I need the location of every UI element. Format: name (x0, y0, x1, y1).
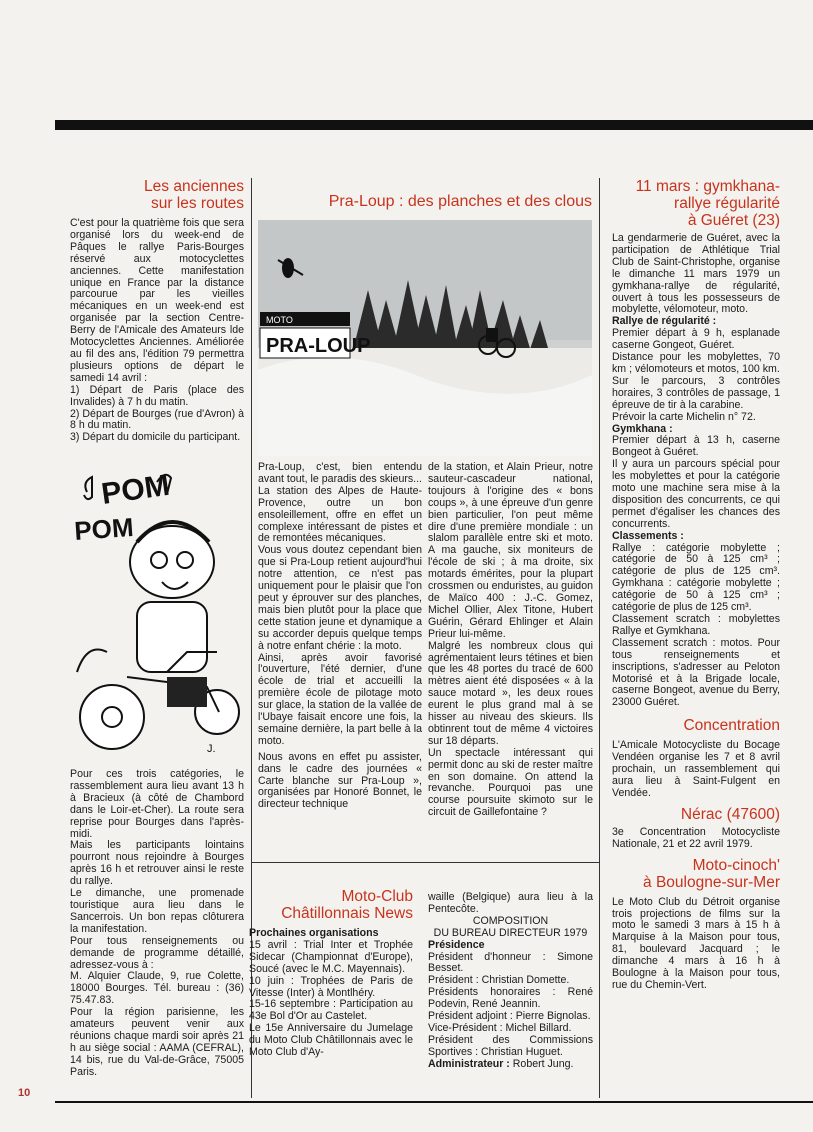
paragraph: Malgré les nombreux clous qui agrémentaient leurs tétines et bien que les 48 portes du tracé de 600 mètres aient été disposées « à la sauce motard », les deux roues eurent le plus grand mal à se hisser au niveau des skieurs. Ils obtinrent tout de même 4 victoires sur 18 départs. (428, 639, 593, 747)
title-line: Châtillonnais News (281, 905, 413, 922)
cartoon-sound-text: POM (73, 511, 135, 546)
column-divider (599, 178, 600, 1098)
paragraph: C'est pour la quatrième fois que sera organisé lors du week-end de Pâques le rallye Paris-Bourges réservé aux motocyclettes anciennes. Cette manifestation unique en France par la distance parcourue par les vieilles mécaniques en un week-end est organisée par la section Centre-Berry de l'Amicale des Amateurs lde Motocyclettes Anciennes. Améliorée au fil des ans, l'édition 79 permettra plusieurs options de départ le samedi 14 avril : (70, 217, 244, 384)
paragraph: Mais les participants lointains pourront nous rejoindre à Bourges après 16 h et retrouver ainsi le reste du rallye. (70, 839, 244, 888)
cartoon-sound-text: POM (99, 468, 172, 511)
paragraph: Président : Christian Domette. (428, 974, 570, 987)
paragraph: Premier départ à 13 h, caserne Bongeot à Guéret. (612, 434, 780, 459)
subheading: Gymkhana : (612, 422, 673, 435)
paragraph: L'Amicale Motocycliste du Bocage Vendéen organise les 7 et 8 avril prochain, un rassemblement qui aura lieu à Saint-Fulgent en Vendée. (612, 739, 780, 799)
title-line: Moto-Club (341, 888, 413, 905)
paragraph: Pra-Loup, c'est, bien entendu avant tout, le paradis des skieurs... La station des Alpes de Haute-Provence, outre un bon ensoleillement, offre en effet un complexe intéressant de pistes et de remontées mécaniques. (258, 461, 422, 545)
paragraph: Vice-Président : Michel Billard. (428, 1021, 572, 1034)
page-number: 10 (18, 1087, 31, 1099)
paragraph: 15-16 septembre : Participation au 43e Bol d'Or au Castelet. (249, 998, 413, 1023)
paragraph: 1) Départ de Paris (place des Invalides) à 7 h du matin. (70, 383, 244, 408)
subheading: Classements : (612, 529, 684, 542)
title-line: Les anciennes (144, 178, 244, 195)
praloup-column-a (258, 462, 422, 811)
paragraph: Un spectacle intéressant qui permit donc au ski de rester maître en son domaine. On attend la revanche. Pourquoi pas une course poursuite skimoto sur le circuit de Gaillefontaine ? (428, 746, 593, 819)
title-line: rallye régularité (674, 195, 780, 212)
paragraph (428, 1059, 593, 1071)
article-gueret (612, 178, 780, 992)
subheading: Rallye de régularité : (612, 315, 717, 328)
article-anciennes (70, 178, 244, 444)
article-title (249, 888, 413, 922)
paragraph: Prévoir la carte Michelin n° 72. (612, 410, 756, 423)
banner-small-text: MOTO (266, 315, 293, 325)
cartoon-signature: J. (207, 743, 216, 755)
title-line: à Boulogne-sur-Mer (643, 873, 780, 891)
paragraph: Nous avons en effet pu assister, dans le cadre des journées « Carte blanche sur Pra-Loup », organisées par Honoré Bonnet, le directeur technique (258, 750, 422, 811)
paragraph: 3) Départ du domicile du participant. (70, 431, 241, 444)
paragraph: 15 avril : Trial Inter et Trophée Sidecar (Championnat d'Europe), Soucé (avec le M.C. Mayennais). (249, 938, 413, 975)
paragraph: Le 15e Anniversaire du Jumelage du Moto Club Châtillonnais avec le Moto Club d'Ay- (249, 1022, 413, 1059)
section-heading: DU BUREAU DIRECTEUR 1979 (433, 926, 588, 939)
paragraph: Distance pour les mobylettes, 70 km ; vélomoteurs et motos, 100 km. (612, 351, 780, 375)
paragraph: Rallye : catégorie mobylette ; catégorie de 50 à 125 cm³ ; catégorie de plus de 125 cm³. Gymkhana : catégorie mobylette ; catégorie de 50 à 125 cm³ ; catégorie de plus de 125 cm³. (612, 541, 780, 614)
paragraph: Président d'honneur : Simone Besset. (428, 950, 593, 975)
cartoon-illustration (67, 462, 244, 762)
paragraph: Sur le parcours, 3 contrôles horaires, 3 contrôles de passage, 1 épreuve de tir à la carabine. (612, 374, 780, 411)
article-title: Concentration (683, 717, 780, 735)
photo-image (258, 220, 592, 456)
paragraph: 2) Départ de Bourges (rue d'Avron) à 8 h du matin. (70, 407, 244, 432)
paragraph: 10 juin : Trophées de Paris de Vitesse (Inter) à Montlhéry. (249, 974, 413, 999)
paragraph: Président adjoint : Pierre Bignolas. (428, 1010, 591, 1023)
title-line: 11 mars : gymkhana- (635, 178, 780, 195)
title-line: sur les routes (150, 195, 244, 212)
paragraph: Classement scratch : motos. Pour tous renseignements et inscriptions, s'adresser au Peloton Motorisé et à la Brigade locale, caserne Bongeot, avenue du Berry, 23000 Guéret. (612, 636, 780, 709)
paragraph: Pour ces trois catégories, le rassemblement aura lieu avant 13 h à Bracieux (à côté de Chambord dans le Loir-et-Cher). La route sera reprise pour Bourges dans l'après-midi. (70, 768, 244, 840)
paragraph: Pour tous renseignements ou demande de programme détaillé, adressez-vous à : (70, 934, 244, 971)
praloup-column-b (428, 462, 593, 819)
top-black-bar (55, 120, 813, 130)
subheading: Présidence (428, 938, 485, 951)
paragraph: Le Moto Club du Détroit organise trois projections de films sur la moto le samedi 3 mars à 15 h à Marquise à la Maison pour tous, 81, boulevard Jacquard ; le dimanche 4 mars à 16 h à Boulogne à la Maison pour tous, rue du Chemin-Vert. (612, 895, 780, 991)
article-title (70, 178, 244, 212)
article-anciennes-continued (70, 769, 244, 1079)
photo-praloup (258, 220, 592, 456)
paragraph: de la station, et Alain Prieur, notre sauteur-cascadeur national, toujours à l'origine des « bons coups », à une épreuve d'un genre bien particulier, l'on peut même dire d'une première mondiale : un slalom parallèle entre ski et moto. A ma gauche, six moniteurs de l'école de ski ; à ma droite, six motards émérites, pour la plupart crossmen ou enduristes, au guidon de Maïco 400 : J.-C. Gomez, Michel Ollier, Alex Titone, Hubert Guérin, Gérard Ehlinger et Alain Prieur lui-même. (428, 461, 593, 640)
article-title: Pra-Loup : des planches et des clous (328, 193, 592, 210)
value: Robert Jung. (509, 1057, 574, 1070)
bottom-rule (55, 1101, 813, 1103)
paragraph: M. Alquier Claude, 9, rue Colette, 18000 Bourges. Tél. bureau : (36) 75.47.83. (70, 970, 244, 1007)
label: Administrateur : (428, 1057, 510, 1070)
paragraph: La gendarmerie de Guéret, avec la participation de Athlétique Trial Club de Saint-Christophe, organise le dimanche 11 mars 1979 un gymkhana-rallye de régularité, ouvert à tous les possesseurs de mobylette, vélomoteur, moto. (612, 232, 780, 316)
paragraph: Le dimanche, une promenade touristique aura lieu dans le Sancerrois. Un bon repas clôturera la manifestation. (70, 887, 244, 935)
article-chatillon-right (428, 892, 593, 1071)
paragraph: Ainsi, après avoir favorisé l'ouverture, l'été dernier, d'une école de trial et accueilli la première école de pilotage moto sur glace, la station de la vallée de l'Ubaye faisait encore une fois, la semaine dernière, la part belle à la moto. (258, 651, 422, 747)
banner-text: PRA-LOUP (266, 335, 371, 357)
paragraph: Pour la région parisienne, les amateurs peuvent venir aux réunions chaque mardi soir après 21 h au siège social : AAMA (CEFRAL), 14 bis, rue du Val-de-Grâce, 75005 Paris. (70, 1006, 244, 1078)
title-line: Moto-cinoch' (692, 856, 780, 874)
paragraph: Premier départ à 9 h, esplanade caserne Gongeot, Guéret. (612, 327, 780, 352)
section-divider (252, 862, 599, 863)
title-line: à Guéret (23) (687, 212, 780, 229)
paragraph: Présidents honoraires : René Podevin, René Jeannin. (428, 986, 593, 1011)
paragraph: Il y aura un parcours spécial pour les mobylettes et pour la catégorie moto une machine sera mise à la disposition des concurrents, ce qui permet d'égaliser les chances des concurrents. (612, 458, 780, 530)
paragraph: Président des Commissions Sportives : Christian Huguet. (428, 1033, 593, 1058)
subheading: Prochaines organisations (249, 927, 379, 939)
paragraph: 3e Concentration Motocycliste Nationale, 21 et 22 avril 1979. (612, 825, 780, 850)
article-chatillon-left (249, 888, 413, 1059)
article-title: Nérac (47600) (680, 805, 780, 823)
article-title (612, 857, 780, 891)
article-title (612, 178, 780, 229)
section-heading: COMPOSITION (472, 914, 549, 927)
paragraph: Vous vous doutez cependant bien que si Pra-Loup retient aujourd'hui notre attention, ce n'est pas uniquement pour le plaisir que l'on peut y éprouver sur des planches, mais bien plutôt pour la place que cette station jeune et dynamique a su accorder depuis quelque temps à notre enfant chérie : la moto. (258, 544, 422, 652)
paragraph: waille (Belgique) aura lieu à la Pentecôte. (428, 891, 593, 915)
article-praloup-title (258, 193, 592, 210)
paragraph: Classement scratch : mobylettes Rallye et Gymkhana. (612, 613, 780, 637)
